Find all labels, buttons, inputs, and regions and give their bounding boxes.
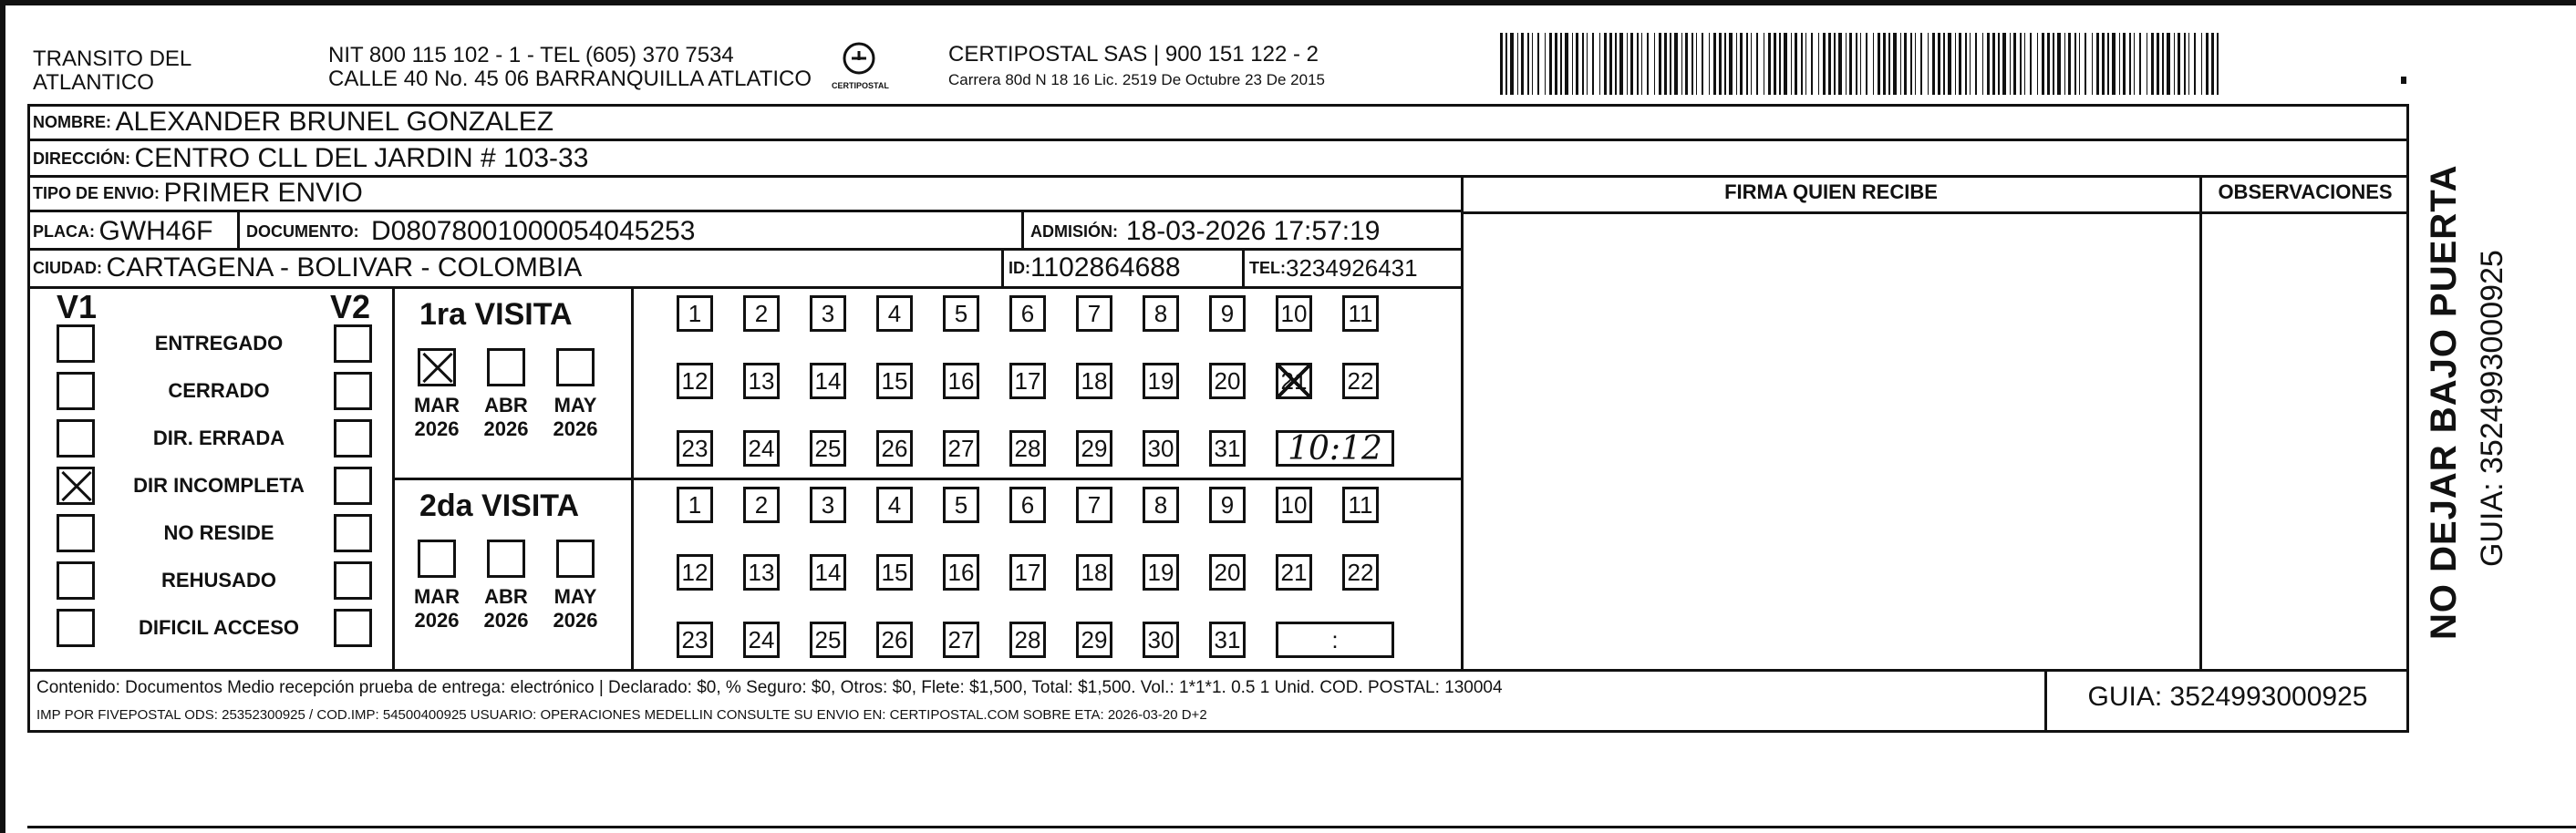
barcode-bar — [2194, 33, 2196, 95]
day-box[interactable]: 1 — [677, 295, 713, 332]
time-box[interactable]: : — [1276, 622, 1394, 658]
barcode-bar — [1592, 33, 1594, 95]
nit-address: NIT 800 115 102 - 1 - TEL (605) 370 7534 CALLE 40 No. 45 06 BARRANQUILLA ATLATICO — [328, 43, 812, 91]
barcode-bar — [1959, 33, 1961, 95]
imp-line: IMP POR FIVEPOSTAL ODS: 25352300925 / COD.IMP: 54500400925 USUARIO: OPERACIONES MEDELLIN CONSULTE SU ENVIO EN: CERTIPOSTAL.COM SOBRE ETA: 2026-03-20 D+2 — [36, 707, 1207, 723]
scan-left-edge — [0, 0, 5, 833]
side-guia: GUIA: 3524993000925 — [2475, 250, 2509, 567]
barcode-bar — [1555, 33, 1557, 95]
day-box[interactable]: 23 — [677, 430, 713, 467]
day-box[interactable]: 12 — [677, 363, 713, 399]
barcode-bar — [1576, 33, 1578, 95]
month-checkbox[interactable] — [556, 348, 595, 386]
barcode-bar — [2064, 33, 2065, 95]
barcode-bar — [2162, 33, 2164, 95]
day-box[interactable]: 25 — [810, 622, 846, 658]
barcode-bar — [2092, 33, 2093, 95]
month-label — [548, 394, 603, 441]
barcode-bar — [1756, 33, 1758, 95]
day-box[interactable]: 28 — [1009, 430, 1046, 467]
day-box[interactable]: 28 — [1009, 622, 1046, 658]
day-box[interactable]: 26 — [876, 430, 913, 467]
row-line — [27, 286, 1463, 289]
barcode-bar — [1904, 33, 1907, 95]
day-box[interactable]: 10 — [1276, 295, 1312, 332]
no-dejar-bajo-puerta: NO DEJAR BAJO PUERTA — [2424, 164, 2464, 640]
day-box[interactable]: 14 — [810, 363, 846, 399]
day-box[interactable]: 18 — [1076, 554, 1112, 591]
day-box[interactable]: 6 — [1009, 295, 1046, 332]
barcode-bar — [1784, 33, 1787, 95]
barcode-bar — [1846, 33, 1847, 95]
day-box[interactable]: 17 — [1009, 363, 1046, 399]
barcode-bar — [1866, 33, 1867, 95]
day-box[interactable]: 11 — [1342, 487, 1379, 523]
v2-checkbox[interactable] — [334, 561, 372, 600]
day-box[interactable]: 5 — [943, 487, 979, 523]
documento-field: DOCUMENTO: D08078001000054045253 — [246, 216, 696, 246]
barcode-bar — [1527, 33, 1529, 95]
ciudad-field: CIUDAD: CARTAGENA - BOLIVAR - COLOMBIA — [33, 252, 583, 283]
row-line — [27, 669, 2409, 672]
dot-mark — [2401, 77, 2406, 84]
day-box[interactable]: 10 — [1276, 487, 1312, 523]
day-box[interactable]: 1 — [677, 487, 713, 523]
certipostal-logo: CERTIPOSTAL — [832, 40, 886, 90]
direccion-field: DIRECCIÓN: CENTRO CLL DEL JARDIN # 103-33 — [33, 143, 589, 173]
barcode-bar — [1779, 33, 1781, 95]
barcode-bar — [1615, 33, 1617, 95]
barcode-bar — [2211, 33, 2214, 95]
barcode-bar — [1965, 33, 1967, 95]
courier-info: CERTIPOSTAL SAS | 900 151 122 - 2 Carrera 80d N 18 16 Lic. 2519 De Octubre 23 De 2015 — [948, 42, 1325, 88]
barcode-bar — [1609, 33, 1612, 95]
status-label: REHUSADO — [161, 569, 276, 591]
barcode-bar — [2201, 33, 2202, 95]
company-name: TRANSITO DEL ATLANTICO — [33, 46, 192, 95]
status-label: DIR INCOMPLETA — [133, 474, 305, 497]
barcode-bar — [2002, 33, 2006, 95]
month-name: MAR — [413, 585, 460, 608]
month-checkbox[interactable] — [418, 348, 456, 386]
month-checkbox[interactable] — [418, 540, 456, 578]
v2-label: V2 — [330, 288, 371, 325]
barcode-bar — [1549, 33, 1552, 95]
barcode-bar — [1823, 33, 1826, 95]
day-box[interactable]: 24 — [743, 622, 780, 658]
admision-field: ADMISIÓN: 18-03-2026 17:57:19 — [1030, 216, 1381, 246]
month-name: MAY — [553, 585, 597, 608]
day-box[interactable]: 21 — [1276, 554, 1312, 591]
barcode-bar — [1505, 33, 1507, 95]
barcode-bar — [1893, 33, 1897, 95]
day-box[interactable]: 3 — [810, 295, 846, 332]
row-line — [27, 175, 2409, 178]
v1-checkbox[interactable] — [57, 609, 95, 647]
id-field: ID: 1102864688 — [1009, 252, 1181, 283]
barcode-bar — [1883, 33, 1886, 95]
col-line — [1001, 248, 1004, 286]
barcode-bar — [1709, 33, 1710, 95]
month-label — [479, 585, 533, 632]
barcode-bar — [1604, 33, 1607, 95]
v1-checkbox[interactable] — [57, 419, 95, 458]
day-box[interactable]: 26 — [876, 622, 913, 658]
barcode-bar — [1828, 33, 1831, 95]
visit-divider — [394, 478, 1463, 480]
barcode-bar — [1987, 33, 1990, 95]
day-box[interactable]: 7 — [1076, 295, 1112, 332]
barcode-bar — [2020, 33, 2022, 95]
barcode-bar — [1510, 33, 1514, 95]
day-box[interactable]: 29 — [1076, 430, 1112, 467]
day-box[interactable]: 19 — [1143, 554, 1179, 591]
month-name: MAY — [553, 394, 597, 416]
barcode-bar — [2102, 33, 2105, 95]
observaciones-header: OBSERVACIONES — [2218, 180, 2393, 203]
day-box[interactable]: 31 — [1209, 622, 1246, 658]
barcode-bar — [1818, 33, 1819, 95]
barcode-bar — [1599, 33, 1600, 95]
v1-checkbox[interactable] — [57, 561, 95, 600]
day-box[interactable]: 3 — [810, 487, 846, 523]
barcode-bar — [1647, 33, 1649, 95]
status-label: DIFICIL ACCESO — [138, 616, 299, 639]
day-box[interactable]: 16 — [943, 554, 979, 591]
barcode-bar — [2079, 33, 2080, 95]
month-year: 2026 — [553, 417, 598, 440]
day-box[interactable]: 14 — [810, 554, 846, 591]
barcode-bar — [2053, 33, 2054, 95]
barcode-bar — [1713, 33, 1716, 95]
month-year: 2026 — [483, 417, 529, 440]
barcode-bar — [2068, 33, 2071, 95]
barcode-bar — [2157, 33, 2159, 95]
day-box[interactable]: 6 — [1009, 487, 1046, 523]
barcode-bar — [1791, 33, 1792, 95]
barcode-bar — [1878, 33, 1880, 95]
barcode-bar — [1970, 33, 1971, 95]
barcode-bar — [1545, 33, 1546, 95]
col-line — [237, 211, 240, 250]
day-box[interactable]: 19 — [1143, 363, 1179, 399]
barcode-bar — [2134, 33, 2135, 95]
barcode-bar — [2139, 33, 2141, 95]
day-box[interactable]: 20 — [1209, 363, 1246, 399]
barcode-bar — [1729, 33, 1733, 95]
footer-guia: GUIA: 3524993000925 — [2087, 682, 2368, 712]
barcode-bar — [1910, 33, 1912, 95]
month-year: 2026 — [414, 609, 460, 632]
barcode-bar — [1801, 33, 1803, 95]
barcode-bar — [2013, 33, 2016, 95]
v2-checkbox[interactable] — [334, 514, 372, 552]
barcode-bar — [1938, 33, 1940, 95]
v1-checkbox[interactable] — [57, 514, 95, 552]
day-box[interactable]: 18 — [1076, 363, 1112, 399]
day-box[interactable]: 9 — [1209, 487, 1246, 523]
firma-header: FIRMA QUIEN RECIBE — [1724, 180, 1938, 203]
barcode-bar — [1740, 33, 1743, 95]
barcode-bar — [2217, 33, 2219, 95]
tipo-envio-field: TIPO DE ENVIO: PRIMER ENVIO — [33, 178, 363, 208]
barcode-bar — [1572, 33, 1573, 95]
barcode-bar — [1943, 33, 1945, 95]
month-year: 2026 — [414, 417, 460, 440]
month-checkbox[interactable] — [487, 348, 525, 386]
barcode-bar — [2042, 33, 2044, 95]
barcode-bar — [1998, 33, 2000, 95]
barcode-bar — [2030, 33, 2032, 95]
second-visit-title: 2da VISITA — [419, 488, 580, 523]
day-box[interactable]: 11 — [1342, 295, 1379, 332]
barcode-bar — [1873, 33, 1874, 95]
barcode-bar — [1888, 33, 1890, 95]
v2-checkbox[interactable] — [334, 372, 372, 410]
barcode-bar — [1664, 33, 1667, 95]
barcode-bar — [2112, 33, 2116, 95]
col-line — [1461, 175, 1464, 669]
barcode-bar — [1975, 33, 1977, 95]
v1-checkbox[interactable] — [57, 467, 95, 505]
v1-label: V1 — [57, 288, 98, 325]
barcode-bar — [1696, 33, 1697, 95]
barcode-bar — [1537, 33, 1539, 95]
v1-checkbox[interactable] — [57, 324, 95, 363]
month-label — [548, 585, 603, 632]
barcode-bar — [1691, 33, 1693, 95]
day-box[interactable]: 4 — [876, 295, 913, 332]
col-line — [1021, 211, 1024, 250]
month-year: 2026 — [483, 609, 529, 632]
barcode-bar — [1517, 33, 1518, 95]
barcode-bar — [1900, 33, 1901, 95]
v2-checkbox[interactable] — [334, 324, 372, 363]
time-box[interactable]: 10:12 — [1276, 430, 1394, 467]
day-box[interactable]: 15 — [876, 554, 913, 591]
contenido-line: Contenido: Documentos Medio recepción prueba de entrega: electrónico | Declarado: $0, % Seguro: $0, Otros: $0, Flete: $1,500, Total: $1,500. Vol.: 1*1*1. 0.5 1 Unid. COD. POSTAL: 130004 — [36, 678, 1503, 697]
barcode-bar — [1724, 33, 1726, 95]
day-box[interactable]: 17 — [1009, 554, 1046, 591]
month-label — [409, 394, 464, 441]
barcode-bar — [1955, 33, 1956, 95]
barcode-bar — [2085, 33, 2086, 95]
barcode-bar — [1719, 33, 1722, 95]
day-box[interactable]: 22 — [1342, 554, 1379, 591]
barcode-bar — [1805, 33, 1806, 95]
barcode-bar — [1849, 33, 1852, 95]
day-box[interactable]: 27 — [943, 430, 979, 467]
barcode-bar — [1582, 33, 1584, 95]
barcode-bar — [2024, 33, 2025, 95]
barcode-bar — [1992, 33, 1995, 95]
barcode-bar — [1774, 33, 1776, 95]
row-line — [27, 139, 2409, 141]
barcode-bar — [1659, 33, 1661, 95]
barcode-bar — [1702, 33, 1703, 95]
barcode-bar — [2096, 33, 2099, 95]
day-box[interactable]: 27 — [943, 622, 979, 658]
barcode-bar — [1532, 33, 1533, 95]
barcode-bar — [1641, 33, 1642, 95]
day-box[interactable]: 23 — [677, 622, 713, 658]
barcode-bar — [1928, 33, 1929, 95]
day-box[interactable]: 13 — [743, 363, 780, 399]
status-label: ENTREGADO — [154, 332, 284, 355]
barcode-bar — [1560, 33, 1562, 95]
day-box[interactable]: 16 — [943, 363, 979, 399]
row-line — [27, 210, 1463, 212]
barcode-bar — [1834, 33, 1836, 95]
barcode-bar — [1982, 33, 1983, 95]
barcode-bar — [1795, 33, 1797, 95]
barcode-bar — [2119, 33, 2120, 95]
day-box[interactable]: 8 — [1143, 295, 1179, 332]
barcode-bar — [1630, 33, 1633, 95]
barcode-bar — [2174, 33, 2175, 95]
barcode-bar — [2074, 33, 2076, 95]
barcode-bar — [1521, 33, 1524, 95]
barcode-bar — [1685, 33, 1688, 95]
status-label: NO RESIDE — [163, 521, 274, 544]
barcode-bar — [1948, 33, 1951, 95]
day-box[interactable]: 20 — [1209, 554, 1246, 591]
v2-checkbox[interactable] — [334, 467, 372, 505]
status-label: DIR. ERRADA — [152, 427, 285, 449]
barcode-bar — [1654, 33, 1655, 95]
day-box[interactable]: 8 — [1143, 487, 1179, 523]
barcode-bar — [1856, 33, 1857, 95]
day-box[interactable]: 13 — [743, 554, 780, 591]
barcode-bar — [1915, 33, 1916, 95]
day-box[interactable]: 2 — [743, 295, 780, 332]
day-box[interactable]: 30 — [1143, 430, 1179, 467]
placa-field: PLACA: GWH46F — [33, 216, 213, 246]
day-box[interactable]: 31 — [1209, 430, 1246, 467]
month-name: ABR — [484, 585, 528, 608]
day-box[interactable]: 12 — [677, 554, 713, 591]
day-box[interactable]: 24 — [743, 430, 780, 467]
barcode-bar — [1751, 33, 1752, 95]
first-visit-title: 1ra VISITA — [419, 297, 573, 332]
day-box[interactable]: 4 — [876, 487, 913, 523]
barcode-bar — [1587, 33, 1588, 95]
col-line — [2199, 175, 2202, 669]
row-line — [1463, 211, 2409, 214]
v2-checkbox[interactable] — [334, 419, 372, 458]
barcode-bar — [1736, 33, 1737, 95]
month-checkbox[interactable] — [487, 540, 525, 578]
month-name: ABR — [484, 394, 528, 416]
month-name: MAR — [413, 394, 460, 416]
barcode-bar — [2123, 33, 2126, 95]
day-box[interactable]: 29 — [1076, 622, 1112, 658]
barcode-bar — [2107, 33, 2109, 95]
month-label — [479, 394, 533, 441]
month-checkbox[interactable] — [556, 540, 595, 578]
barcode-bar — [1565, 33, 1568, 95]
barcode-bar — [1637, 33, 1639, 95]
day-box[interactable]: 5 — [943, 295, 979, 332]
barcode-bar — [2037, 33, 2038, 95]
barcode-bar — [2047, 33, 2050, 95]
barcode-bar — [2188, 33, 2189, 95]
barcode-bar — [1627, 33, 1628, 95]
barcode-bar — [1674, 33, 1678, 95]
barcode-bar — [1619, 33, 1623, 95]
barcode-bar — [2010, 33, 2011, 95]
status-label: CERRADO — [168, 379, 270, 402]
barcode-bar — [2184, 33, 2186, 95]
month-label — [409, 585, 464, 632]
day-box[interactable]: 7 — [1076, 487, 1112, 523]
tel-field: TEL: 3234926431 — [1249, 253, 1418, 282]
barcode-bar — [2206, 33, 2209, 95]
row-line — [27, 248, 1463, 251]
v1-checkbox[interactable] — [57, 372, 95, 410]
barcode-bar — [1838, 33, 1842, 95]
barcode-bar — [2167, 33, 2170, 95]
barcode-bar — [2057, 33, 2061, 95]
barcode-bar — [2178, 33, 2180, 95]
v2-checkbox[interactable] — [334, 609, 372, 647]
day-box[interactable]: 9 — [1209, 295, 1246, 332]
barcode-bar — [1920, 33, 1922, 95]
barcode-bar — [1670, 33, 1671, 95]
barcode-bar — [2151, 33, 2154, 95]
day-box[interactable]: 21 — [1276, 363, 1312, 399]
day-box[interactable]: 30 — [1143, 622, 1179, 658]
barcode-bar — [1860, 33, 1861, 95]
barcode-bar — [2129, 33, 2131, 95]
day-box[interactable]: 2 — [743, 487, 780, 523]
barcode-bar — [1500, 33, 1503, 95]
barcode-bar — [1932, 33, 1935, 95]
month-year: 2026 — [553, 609, 598, 632]
day-box[interactable]: 15 — [876, 363, 913, 399]
barcode — [1500, 33, 2225, 95]
bottom-edge — [27, 826, 2576, 828]
day-box[interactable]: 22 — [1342, 363, 1379, 399]
day-box[interactable]: 25 — [810, 430, 846, 467]
barcode-bar — [1681, 33, 1682, 95]
barcode-bar — [1811, 33, 1813, 95]
col-line — [1242, 248, 1245, 286]
scan-top-edge — [0, 0, 2576, 5]
nombre-field: NOMBRE: ALEXANDER BRUNEL GONZALEZ — [33, 107, 554, 137]
barcode-bar — [1768, 33, 1771, 95]
barcode-bar — [1746, 33, 1748, 95]
